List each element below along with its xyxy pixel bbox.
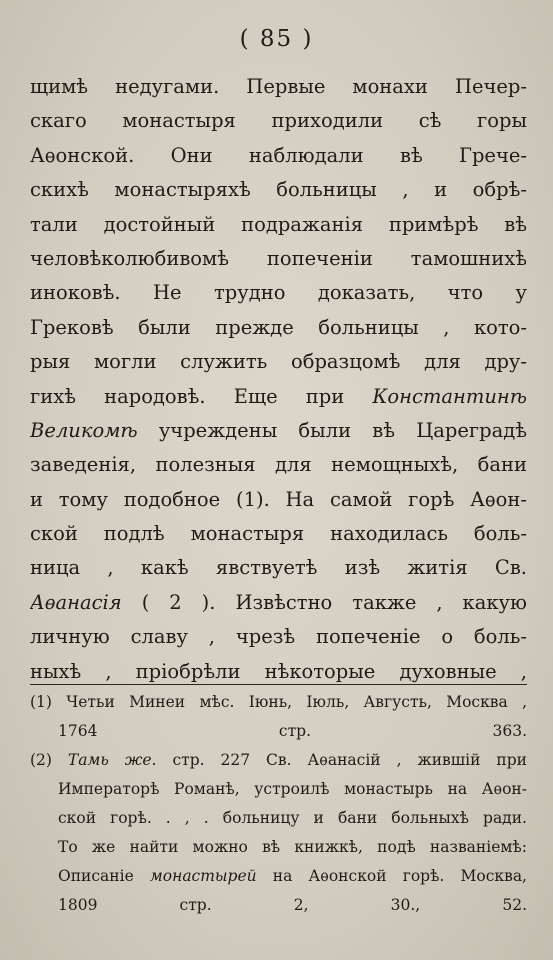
text-line — [30, 483, 527, 517]
text-segment: ( 2 ). Извѣстно также , какую — [121, 590, 527, 614]
italic-text: Великомѣ — [30, 418, 138, 442]
footnote-line — [30, 862, 527, 891]
text-segment: (1) Четьи Минеи мѣс. Іюнь, Іюль, Августь, Москва , — [30, 693, 527, 711]
text-segment: заведенія, полезныя для немощныхѣ, бани — [30, 453, 527, 477]
text-line — [30, 551, 527, 585]
text-line — [30, 276, 527, 310]
text-segment: и тому подобное (1). На самой горѣ Аѳон- — [30, 487, 527, 511]
footnote-line — [30, 688, 527, 717]
text-line — [30, 208, 527, 242]
text-line — [30, 586, 527, 620]
text-line — [30, 620, 527, 654]
text-segment: Описаніе — [58, 867, 150, 885]
text-segment: 1764 стр. 363. — [58, 722, 527, 740]
text-segment: 1809 стр. 2, 30., 52. — [58, 896, 527, 914]
text-line — [30, 173, 527, 207]
page-number: ( 85 ) — [239, 26, 314, 52]
text-segment: (2) — [30, 751, 68, 769]
footnote-line — [30, 775, 527, 804]
text-segment: ской горѣ. . , . больницу и бани больныхѣ ради. — [58, 809, 527, 827]
footnote-divider — [30, 684, 527, 685]
text-line — [30, 414, 527, 448]
text-segment: щимѣ недугами. Первые монахи Печер- — [30, 75, 527, 98]
text-segment: скихѣ монастыряхѣ больницы , и обрѣ- — [30, 178, 527, 202]
footnote-line — [30, 717, 527, 746]
text-line — [30, 242, 527, 276]
text-segment: скаго монастыря приходили сѣ горы — [30, 109, 527, 133]
text-segment: ныхѣ , пріобрѣли нѣкоторые духовные , — [30, 659, 527, 683]
text-segment: ской подлѣ монастыря находилась боль- — [30, 522, 527, 546]
text-line — [30, 311, 527, 345]
text-segment: личную славу , чрезѣ попеченіе о боль- — [30, 625, 527, 649]
footnotes — [30, 688, 527, 920]
footnote-line — [30, 833, 527, 862]
text-segment: То же найти можно вѣ книжкѣ, подѣ названіемѣ: — [58, 838, 527, 856]
footnote-line — [30, 804, 527, 833]
text-line — [30, 448, 527, 482]
text-segment: учреждены были вѣ Цареградѣ — [137, 418, 527, 442]
text-line — [30, 380, 527, 414]
text-line — [30, 345, 527, 379]
text-segment: человѣколюбивомѣ попеченіи тамошнихѣ — [30, 246, 527, 270]
text-segment: Аѳонской. Они наблюдали вѣ Грече- — [30, 143, 527, 167]
text-segment: ница , какѣ явствуетѣ изѣ житія Св. — [30, 556, 527, 580]
text-line — [30, 139, 527, 173]
italic-text: Тамь же. — [67, 751, 157, 769]
text-line — [30, 70, 527, 104]
footnote-line — [30, 891, 527, 920]
text-segment: стр. 227 Св. Аѳанасій , жившій при — [156, 751, 527, 769]
text-segment: на Аѳонской горѣ. Москва, — [256, 867, 527, 885]
text-segment: тали достойный подражанія примѣрѣ вѣ — [30, 212, 527, 236]
text-line — [30, 517, 527, 551]
text-segment: Грековѣ были прежде больницы , кото- — [30, 315, 527, 339]
italic-text: Аѳанасія — [30, 590, 122, 614]
main-text — [30, 70, 527, 689]
italic-text: монастырей — [149, 867, 257, 885]
text-segment: рыя могли служить образцомѣ для дру- — [30, 350, 527, 374]
footnote-line — [30, 746, 527, 775]
italic-text: Константинѣ — [372, 384, 527, 408]
text-segment: иноковѣ. Не трудно доказать, что у — [30, 281, 527, 305]
text-segment: гихѣ народовѣ. Еще при — [30, 384, 373, 408]
text-line — [30, 104, 527, 138]
text-segment: Императорѣ Романѣ, устроилѣ монастырь на Аѳон- — [58, 780, 527, 798]
